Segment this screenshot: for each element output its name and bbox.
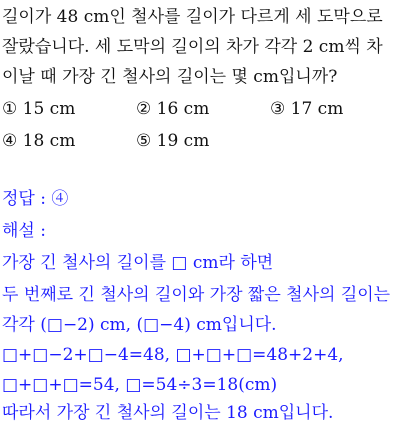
option-1: ① 15 cm — [2, 99, 76, 119]
question-line-2: 잘랐습니다. 세 도막의 길이의 차가 각각 2 cm씩 차 — [2, 37, 383, 57]
solution-line-5: □+□+□=54, □=54÷3=18(cm) — [2, 375, 278, 395]
solution-line-6: 따라서 가장 긴 철사의 길이는 18 cm입니다. — [2, 403, 334, 423]
question-line-3: 이날 때 가장 긴 철사의 길이는 몇 cm입니까? — [2, 67, 338, 87]
option-5: ⑤ 19 cm — [136, 131, 210, 151]
question-line-1: 길이가 48 cm인 철사를 길이가 다르게 세 도막으로 — [2, 7, 383, 27]
solution-heading: 해설 : — [2, 221, 46, 241]
solution-line-3: 각각 (□−2) cm, (□−4) cm입니다. — [2, 315, 277, 335]
solution-line-2: 두 번째로 긴 철사의 길이와 가장 짧은 철사의 길이는 — [2, 285, 391, 305]
solution-line-1: 가장 긴 철사의 길이를 □ cm라 하면 — [2, 253, 274, 273]
option-4: ④ 18 cm — [2, 131, 76, 151]
solution-line-4: □+□−2+□−4=48, □+□+□=48+2+4, — [2, 345, 344, 365]
option-2: ② 16 cm — [136, 99, 210, 119]
answer-line: 정답 : ④ — [2, 189, 69, 209]
option-3: ③ 17 cm — [270, 99, 344, 119]
